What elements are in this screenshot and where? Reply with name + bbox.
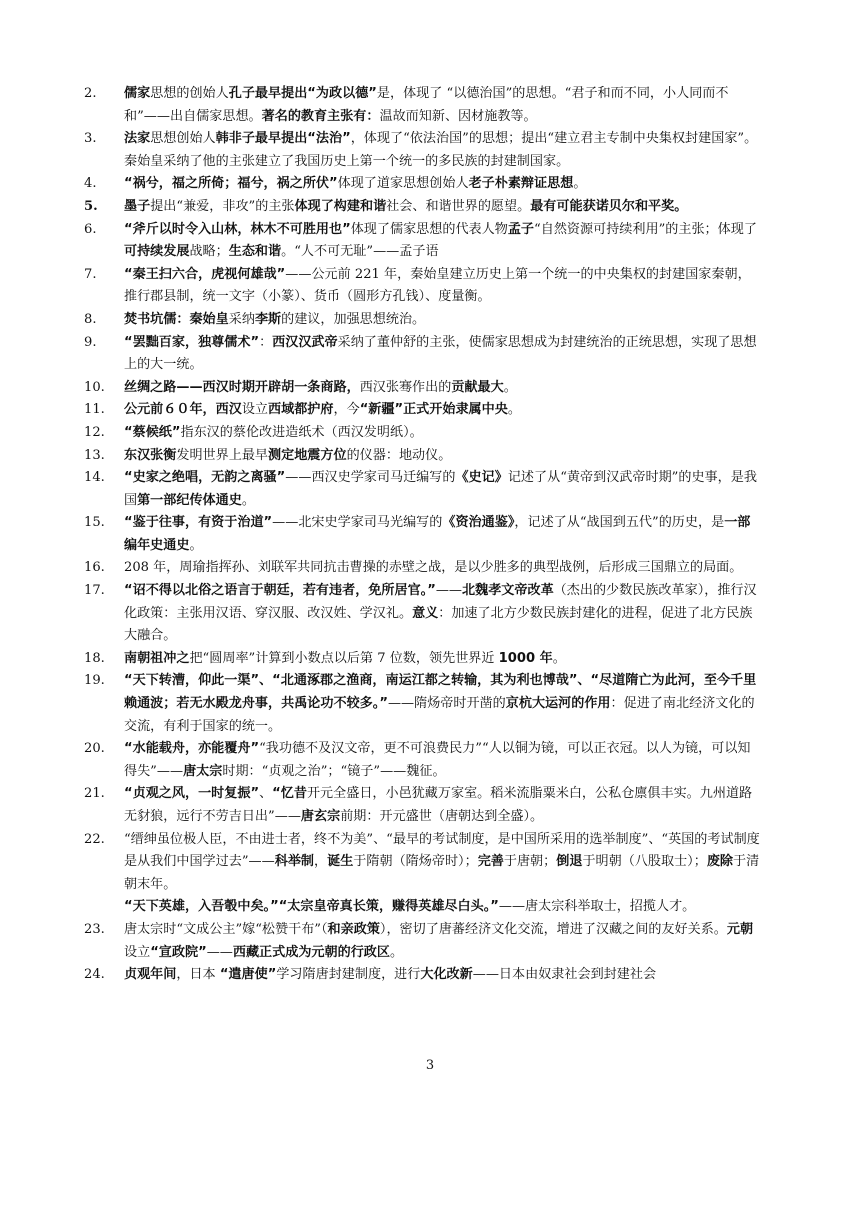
item-number: 7. xyxy=(84,266,97,282)
body-text: —— xyxy=(435,583,463,599)
bold-text: 北魏孝文帝改革 xyxy=(462,583,554,599)
body-text: 思想创始人 xyxy=(150,131,216,147)
body-text: 于隋朝（隋炀帝时）； xyxy=(353,854,478,870)
bold-text: 丝绸之路——西汉时期开辟胡一条商路， xyxy=(124,379,360,395)
body-text: ，日本 xyxy=(176,967,220,983)
bold-text: “鉴于往事，有资于治道” xyxy=(124,515,273,531)
bold-text: 贞观年间 xyxy=(124,967,177,983)
body-text: 把“圆周率”计算到小数点以后第 7 位数，领先世界近 xyxy=(189,650,499,666)
item-number: 24. xyxy=(84,967,105,983)
list-item xyxy=(84,829,760,897)
body-text: 体现了道家思想创始人 xyxy=(337,176,469,192)
bold-text: 孟子 xyxy=(507,221,535,237)
bold-text: 墨子 xyxy=(124,198,151,214)
page-number: 3 xyxy=(425,1058,435,1073)
body-text: 提出“兼爱，非攻”的主张 xyxy=(150,198,295,214)
bold-text: 诞生 xyxy=(327,854,354,870)
list-item xyxy=(84,964,760,987)
bold-text: 老子朴素辩证思想 xyxy=(468,176,574,192)
bold-text: “史家之绝唱，无韵之离骚” xyxy=(124,470,286,486)
item-number: 20. xyxy=(84,741,105,757)
item-number: 12. xyxy=(84,424,105,440)
body-text: 。 xyxy=(503,379,517,395)
item-number: 22. xyxy=(84,831,105,847)
item-number: 21. xyxy=(84,786,105,802)
body-text: —— xyxy=(206,944,233,960)
bold-text: 可持续发展 xyxy=(124,244,190,260)
body-text: 发明世界上最早 xyxy=(176,447,269,463)
body-text: 、 xyxy=(259,786,273,802)
body-text: 时期：“贞观之治”；“镜子”——魏征。 xyxy=(222,763,446,779)
bold-text: “蔡候纸” xyxy=(124,424,181,440)
list-item xyxy=(84,377,760,400)
body-text: 指东汉的蔡伦改进造纸术（西汉发明纸）。 xyxy=(180,424,423,440)
body-text: 记述了从“黄帝到汉武帝时期”的史事，是我国 xyxy=(124,470,757,508)
body-text: 的建议，加强思想统治。 xyxy=(281,311,426,327)
item-number: 2. xyxy=(84,86,97,101)
body-text: 唐太宗时“文成公主”嫁“松赞干布”（ xyxy=(124,921,328,937)
body-text: 采纳了董仲舒的主张，使儒家思想成为封建统治的正统思想，实现了思想上的大一统。 xyxy=(124,334,757,373)
bold-text: 大化改新 xyxy=(420,967,473,983)
bold-text: 《资治通鉴》 xyxy=(442,515,515,531)
bold-text: “天下转漕，仰此一渠”、“北通涿郡之渔商，南运江都之转输，其为利也博哉”、“尽道隋亡为此河，至今千里赖通波；若无水殿龙舟事，共禹论功不较多。” xyxy=(124,673,757,712)
bold-text: 韩非子最早提出“法治” xyxy=(215,131,351,147)
list-item xyxy=(84,580,760,648)
bold-text: 儒家 xyxy=(124,86,151,101)
body-text: 体现了儒家思想的代表人物 xyxy=(350,221,508,237)
bold-text: 生态和谐 xyxy=(228,244,282,260)
item-number: 3. xyxy=(84,131,97,147)
body-text: 。 xyxy=(241,492,255,508)
history-notes-list xyxy=(84,83,760,987)
body-text: 开元全盛日，小邑犹藏万家室。稻米流脂粟米白，公私仓廪俱丰实。九州道路无豺狼，远行不劳吉日出”—— xyxy=(124,786,753,824)
bold-text: 完善 xyxy=(477,854,504,870)
body-text: 前期：开元盛世（唐朝达到全盛）。 xyxy=(340,809,544,824)
bold-text: 东汉张衡 xyxy=(124,447,177,463)
body-text: ， xyxy=(314,854,328,870)
bold-text: 著名的教育主张有： xyxy=(261,108,380,124)
bold-text: “罢黜百家，独尊儒术” xyxy=(124,334,260,350)
bold-text: 孔子最早提出“为政以德” xyxy=(228,86,377,101)
bold-text: 第一部纪传体通史 xyxy=(137,492,242,508)
list-item xyxy=(84,422,760,445)
body-text: ： xyxy=(259,334,273,350)
body-text: 。 xyxy=(390,944,404,960)
item-number: 17. xyxy=(84,583,105,599)
body-text: 设立 xyxy=(124,944,151,960)
body-text: ，记述了从“战国到五代”的历史，是 xyxy=(514,515,725,531)
body-text: 学习隋唐封建制度，进行 xyxy=(276,967,421,983)
body-text: 社会、和谐世界的愿望。 xyxy=(386,198,531,214)
item-number: 8. xyxy=(84,311,97,327)
bold-text: 焚书坑儒：秦始皇 xyxy=(124,311,229,327)
bold-text: “贞观之风，一时复振” xyxy=(124,786,260,802)
bold-text: 公元前６０年，西汉 xyxy=(124,402,242,418)
bold-text: 最有可能获诺贝尔和平奖。 xyxy=(530,198,688,214)
bold-text: 1000 年 xyxy=(498,650,553,666)
bold-text: 西藏正式成为元朝的行政区 xyxy=(232,944,390,960)
list-item xyxy=(84,670,760,738)
item-number: 14. xyxy=(84,470,105,486)
bold-text: 李斯 xyxy=(254,311,282,327)
body-text: ——北宋史学家司马光编写的 xyxy=(272,515,443,531)
item-number: 10. xyxy=(84,379,105,395)
body-text: ——隋炀帝时开凿的 xyxy=(387,696,506,712)
bold-text: 和亲政策 xyxy=(327,921,380,937)
bold-text: 倒退 xyxy=(556,854,583,870)
body-text: 于明朝（八股取士）； xyxy=(582,854,707,870)
list-item xyxy=(84,219,760,264)
body-text: 温故而知新、因材施教等。 xyxy=(379,108,537,124)
bold-text: 唐太宗 xyxy=(183,763,223,779)
body-text: 。“人不可无耻”——孟子语 xyxy=(281,244,439,260)
bold-text: 法家 xyxy=(124,131,151,147)
bold-text: “新疆”正式开始隶属中央 xyxy=(359,402,508,418)
bold-text: “天下英雄，入吾彀中矣。”“太宗皇帝真长策，赚得英雄尽白头。” xyxy=(124,899,499,915)
body-text: 的仪器：地动仪。 xyxy=(346,447,452,463)
list-item xyxy=(84,648,760,671)
body-text: 设立 xyxy=(241,402,269,418)
body-text: 西汉张骞作出的 xyxy=(359,379,452,395)
body-text: ——公元前 221 年，秦始皇建立历史上第一个统一的中央集权的封建国家秦朝，推行郡县制，统一文字（小篆）、货币（圆形方孔钱）、度量衡。 xyxy=(124,266,751,305)
body-text: ：促进了南北经济文化的交流，有利于国家的统一。 xyxy=(124,696,755,734)
body-text: 。 xyxy=(507,402,521,418)
bold-text: 一部编年史通史 xyxy=(124,515,751,553)
bold-text: 西域都护府 xyxy=(268,402,334,418)
body-text: ），密切了唐蕃经济文化交流，增进了汉藏之间的友好关系。 xyxy=(379,921,727,937)
bold-text: 意义 xyxy=(412,605,439,621)
bold-text: 体现了构建和谐 xyxy=(294,198,387,214)
item-number: 11. xyxy=(84,402,105,418)
body-text: （杰出的少数民族改革家），推行汉化政策：主张用汉语、穿汉服、改汉姓、学汉礼。 xyxy=(124,583,757,621)
body-text: ——唐太宗科举取士，招揽人才。 xyxy=(498,899,696,915)
body-text: 于唐朝； xyxy=(503,854,557,870)
body-text: 。 xyxy=(573,176,587,192)
list-item xyxy=(84,512,760,557)
list-item xyxy=(84,445,760,468)
bold-text: 京杭大运河的作用 xyxy=(505,696,611,712)
item-number: 16. xyxy=(84,560,105,576)
body-text: ，体现了“依法治国”的思想；提出“建立君主专制中央集权封建国家”。秦始皇采纳了他的主张建立了我国历史上第一个统一的多民族的封建制国家。 xyxy=(124,131,758,169)
list-item xyxy=(84,738,760,783)
list-item xyxy=(84,264,760,309)
bold-text: “斧斤以时令入山林，林木不可胜用也” xyxy=(124,221,351,237)
bold-text: 南朝祖冲之 xyxy=(124,650,190,666)
list-item xyxy=(84,196,760,219)
body-text: ：加速了北方少数民族封建化的进程，促进了北方民族大融合。 xyxy=(124,605,753,644)
item-number: 13. xyxy=(84,447,105,463)
item-number: 15. xyxy=(84,515,105,531)
body-text: 是，体现了 “以德治国”的思想。“君子和而不同，小人同而不和”——出自儒家思想。 xyxy=(124,86,729,124)
body-text: 208 年，周瑜指挥孙、刘联军共同抗击曹操的赤壁之战，是以少胜多的典型战例，后形成三国鼎立的局面。 xyxy=(124,560,743,576)
bold-text: “忆昔 xyxy=(272,786,307,802)
bold-text: “水能载舟，亦能覆舟” xyxy=(124,741,260,757)
list-item xyxy=(84,173,760,196)
list-item xyxy=(84,919,760,964)
body-text: ——日本由奴隶社会到封建社会 xyxy=(472,967,657,983)
bold-text: 西汉汉武帝 xyxy=(272,334,338,350)
bold-text: 测定地震方位 xyxy=(268,447,347,463)
bold-text: “秦王扫六合，虎视何雄哉” xyxy=(124,266,286,282)
bold-text: 《史记》 xyxy=(455,470,508,486)
bold-text: 唐玄宗 xyxy=(300,809,341,824)
body-text: 采纳 xyxy=(228,311,255,327)
bold-text: “诏不得以北俗之语言于朝廷，若有违者，免所居官。” xyxy=(124,583,436,599)
list-item xyxy=(84,83,760,128)
body-text: 。 xyxy=(552,650,566,666)
body-text: 于清朝末年。 xyxy=(124,854,760,892)
list-item xyxy=(84,399,760,422)
item-number: 6. xyxy=(84,221,97,237)
bold-text: 科举制 xyxy=(274,854,315,870)
bold-text: 贡献最大 xyxy=(451,379,504,395)
item-number: 23. xyxy=(84,921,105,937)
bold-text: “遣唐使” xyxy=(219,967,277,983)
bold-text: 废除 xyxy=(706,854,734,870)
list-item xyxy=(124,896,760,919)
body-text: “自然资源可持续利用”的主张；体现了 xyxy=(534,221,757,237)
body-text: ，今 xyxy=(333,402,360,418)
list-item xyxy=(84,467,760,512)
item-number: 18. xyxy=(84,650,105,666)
item-number: 19. xyxy=(84,673,105,689)
list-item xyxy=(84,309,760,332)
item-number: 4. xyxy=(84,176,97,192)
body-text: “我功德不及汉文帝，更不可浪费民力”“人以铜为镜，可以正衣冠。以人为镜，可以知得失”—— xyxy=(124,741,751,779)
item-number: 5. xyxy=(84,198,98,214)
bold-text: “祸兮，福之所倚；福兮，祸之所伏” xyxy=(124,176,338,192)
body-text: “缙绅虽位极人臣，不由进士者，终不为美”、“最早的考试制度，是中国所采用的选举制度”、“英国的考试制度是从我们中国学过去”—— xyxy=(124,831,760,870)
body-text: ——西汉史学家司马迁编写的 xyxy=(285,470,456,486)
body-text: 。 xyxy=(189,537,203,553)
list-item xyxy=(84,783,760,828)
item-number: 9. xyxy=(84,334,97,350)
body-text: 战略； xyxy=(189,244,229,260)
bold-text: 元朝 xyxy=(726,921,754,937)
list-item xyxy=(84,128,760,173)
bold-text: “宣政院” xyxy=(150,944,207,960)
body-text: 思想的创始人 xyxy=(150,86,229,101)
list-item xyxy=(84,557,760,580)
list-item xyxy=(84,332,760,377)
